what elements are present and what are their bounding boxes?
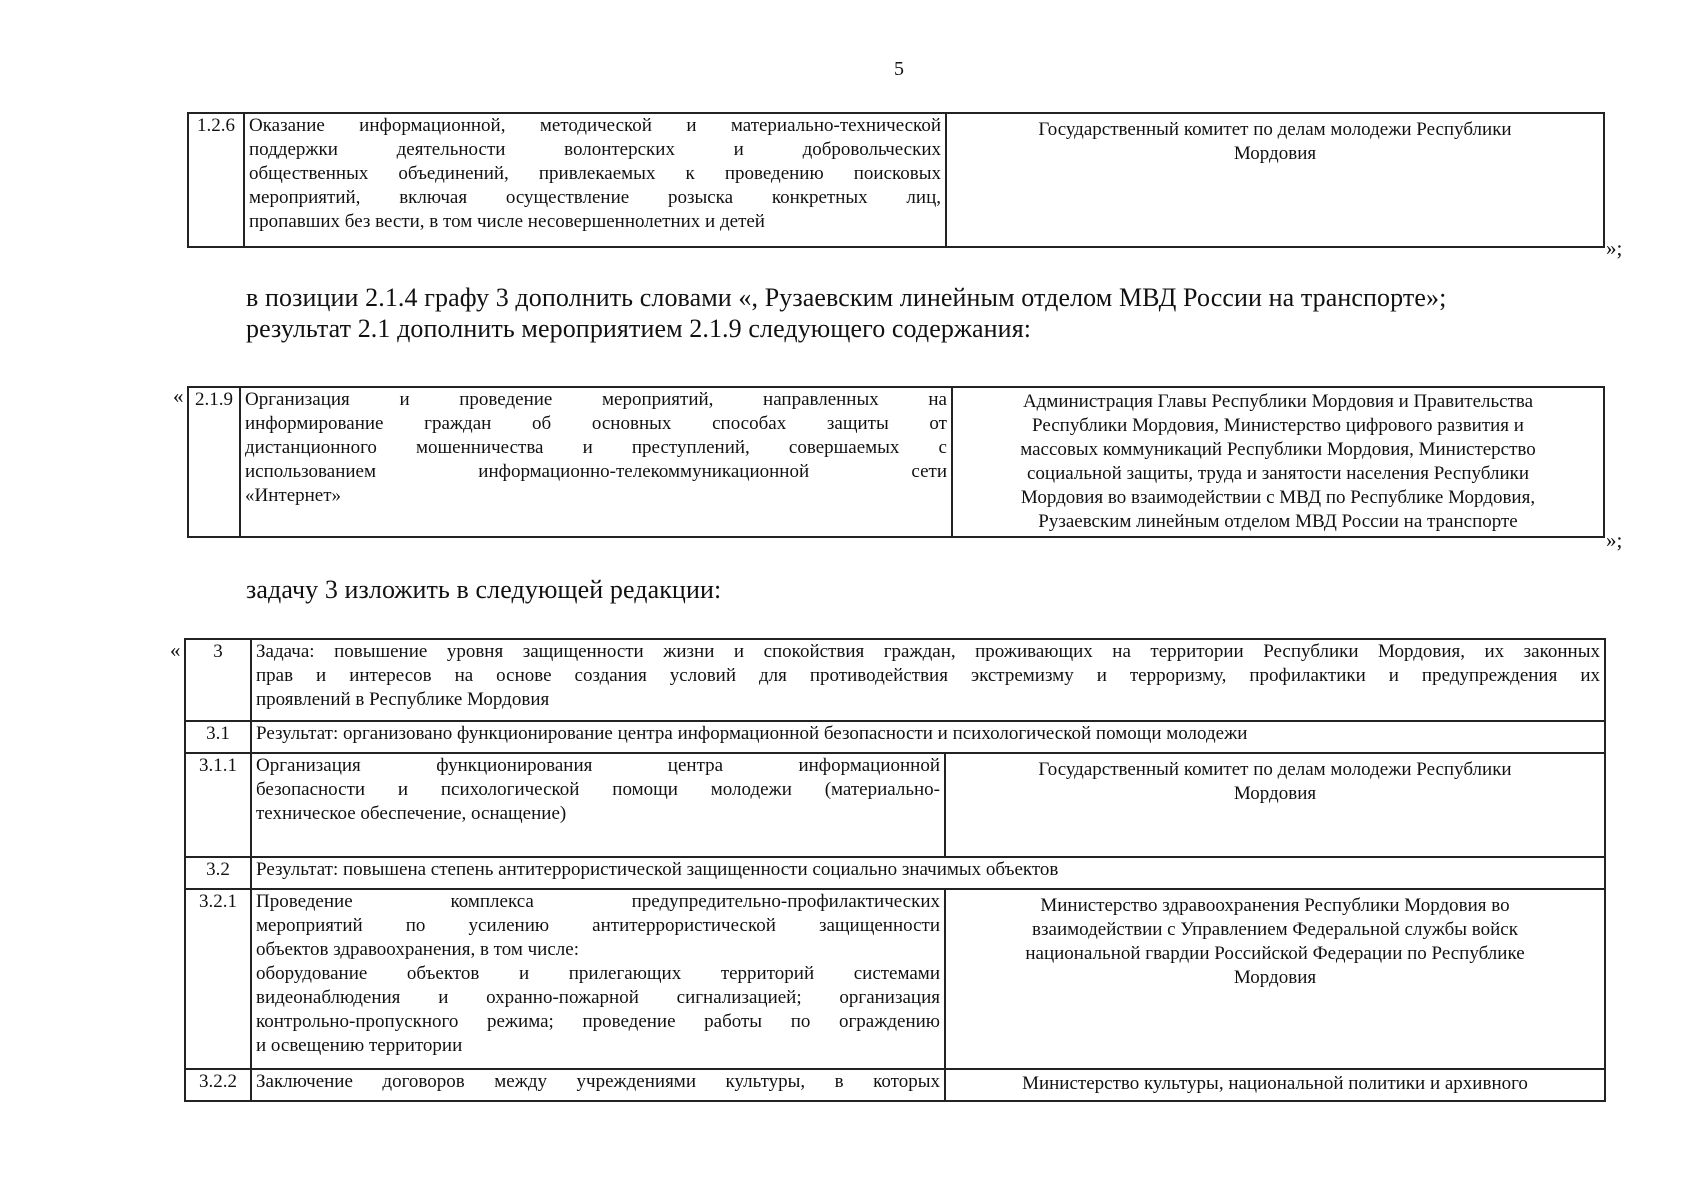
item-responsible <box>952 387 1604 537</box>
opening-quote-mark: « <box>170 638 181 662</box>
table-row <box>185 889 1605 1069</box>
page-number: 5 <box>894 58 904 80</box>
desc-line: оборудование объектов и прилегающих территорий системами <box>256 963 940 984</box>
desc-line: общественных объединений, привлекаемых к проведению поисковых <box>249 163 941 184</box>
desc-line: Организация функционирования центра информационной <box>256 755 940 776</box>
resp-line: Государственный комитет по делам молодежи Республики <box>1038 759 1512 780</box>
item-description <box>251 1069 945 1101</box>
desc-line: использованием информационно-телекоммуникационной сети <box>245 461 947 482</box>
result-description: Результат: повышена степень антитеррористической защищенности социально значимых объектов <box>251 857 1605 889</box>
desc-line: безопасности и психологической помощи молодежи (материально- <box>256 779 940 800</box>
item-description <box>240 387 952 537</box>
item-number: 2.1.9 <box>188 387 240 537</box>
table-item-1-2-6 <box>187 112 1605 248</box>
resp-line: массовых коммуникаций Республики Мордовия, Министерство <box>1020 439 1536 460</box>
task-number: 3 <box>185 639 251 721</box>
item-responsible <box>945 889 1605 1069</box>
desc-line: техническое обеспечение, оснащение) <box>256 803 567 824</box>
resp-line: Рузаевским линейным отделом МВД России на транспорте <box>1038 511 1518 532</box>
closing-quote-mark: »; <box>1606 528 1623 552</box>
table-row <box>185 721 1605 753</box>
resp-line: Администрация Главы Республики Мордовия и Правительства <box>1022 391 1534 412</box>
resp-line: социальной защиты, труда и занятости населения Республики <box>1026 463 1530 484</box>
result-number: 3.2 <box>185 857 251 889</box>
resp-line: национальной гвардии Российской Федерации по Республике <box>1025 943 1525 964</box>
amendment-line: результат 2.1 дополнить мероприятием 2.1.9 следующего содержания: <box>246 314 1032 343</box>
resp-line: Министерство культуры, национальной политики и архивного <box>1022 1073 1528 1094</box>
task-line: проявлений в Республике Мордовия <box>256 689 550 710</box>
item-number: 3.2.2 <box>185 1069 251 1101</box>
desc-line: Проведение комплекса предупредительно-профилактических <box>256 891 940 912</box>
desc-line: Организация и проведение мероприятий, направленных на <box>245 389 947 410</box>
task-line: прав и интересов на основе создания условий для противодействия экстремизму и терроризму, профилактики и предупреждения их <box>256 665 1600 686</box>
item-number: 3.1.1 <box>185 753 251 857</box>
amendment-line: в позиции 2.1.4 графу 3 дополнить словами «, Рузаевским линейным отделом МВД России на транспорте»; <box>246 283 1447 312</box>
desc-line: пропавших без вести, в том числе несовершеннолетних и детей <box>249 211 765 232</box>
item-description <box>251 753 945 857</box>
resp-line: Мордовия <box>1233 143 1317 164</box>
resp-line: Мордовия <box>1233 783 1317 804</box>
resp-line: Министерство здравоохранения Республики Мордовия во <box>1040 895 1510 916</box>
table-task-3 <box>184 638 1606 1102</box>
item-responsible <box>945 753 1605 857</box>
item-number: 1.2.6 <box>188 113 244 247</box>
result-number: 3.1 <box>185 721 251 753</box>
table-row <box>185 753 1605 857</box>
desc-line: контрольно-пропускного режима; проведение работы по ограждению <box>256 1011 940 1032</box>
item-responsible <box>946 113 1604 247</box>
result-description: Результат: организовано функционирование центра информационной безопасности и психологической помощи молодежи <box>251 721 1605 753</box>
desc-line: Оказание информационной, методической и материально-технической <box>249 115 941 136</box>
closing-quote-mark: »; <box>1606 236 1623 260</box>
desc-line: Заключение договоров между учреждениями культуры, в которых <box>256 1071 940 1092</box>
desc-line: «Интернет» <box>245 485 342 506</box>
task-line: Задача: повышение уровня защищенности жизни и спокойствия граждан, проживающих на территории Республики Мордовия, их законных <box>256 641 1600 662</box>
amendment-paragraph-1 <box>246 282 1666 344</box>
desc-line: мероприятий по усилению антитеррористической защищенности <box>256 915 940 936</box>
resp-line: Государственный комитет по делам молодежи Республики <box>1038 119 1512 140</box>
desc-line: мероприятий, включая осуществление розыска конкретных лиц, <box>249 187 941 208</box>
opening-quote-mark: « <box>173 384 184 408</box>
resp-line: Мордовия <box>1233 967 1317 988</box>
resp-line: Республики Мордовия, Министерство цифрового развития и <box>1032 415 1524 436</box>
desc-line: видеонаблюдения и охранно-пожарной сигнализацией; организация <box>256 987 940 1008</box>
item-number: 3.2.1 <box>185 889 251 1069</box>
resp-line: взаимодействии с Управлением Федеральной службы войск <box>1032 919 1518 940</box>
item-description <box>244 113 946 247</box>
desc-line: объектов здравоохранения, в том числе: <box>256 939 579 960</box>
item-description <box>251 889 945 1069</box>
table-row <box>185 857 1605 889</box>
table-row <box>185 639 1605 721</box>
desc-line: поддержки деятельности волонтерских и добровольческих <box>249 139 941 160</box>
task-description <box>251 639 1605 721</box>
resp-line: Мордовия во взаимодействии с МВД по Республике Мордовия, <box>1020 487 1536 508</box>
amendment-paragraph-2: задачу 3 изложить в следующей редакции: <box>246 575 722 604</box>
table-row <box>188 113 1604 247</box>
desc-line: и освещению территории <box>256 1035 463 1056</box>
table-row <box>185 1069 1605 1101</box>
item-responsible <box>945 1069 1605 1101</box>
table-row <box>188 387 1604 537</box>
desc-line: дистанционного мошенничества и преступлений, совершаемых с <box>245 437 947 458</box>
table-item-2-1-9 <box>187 386 1605 538</box>
desc-line: информирование граждан об основных способах защиты от <box>245 413 947 434</box>
